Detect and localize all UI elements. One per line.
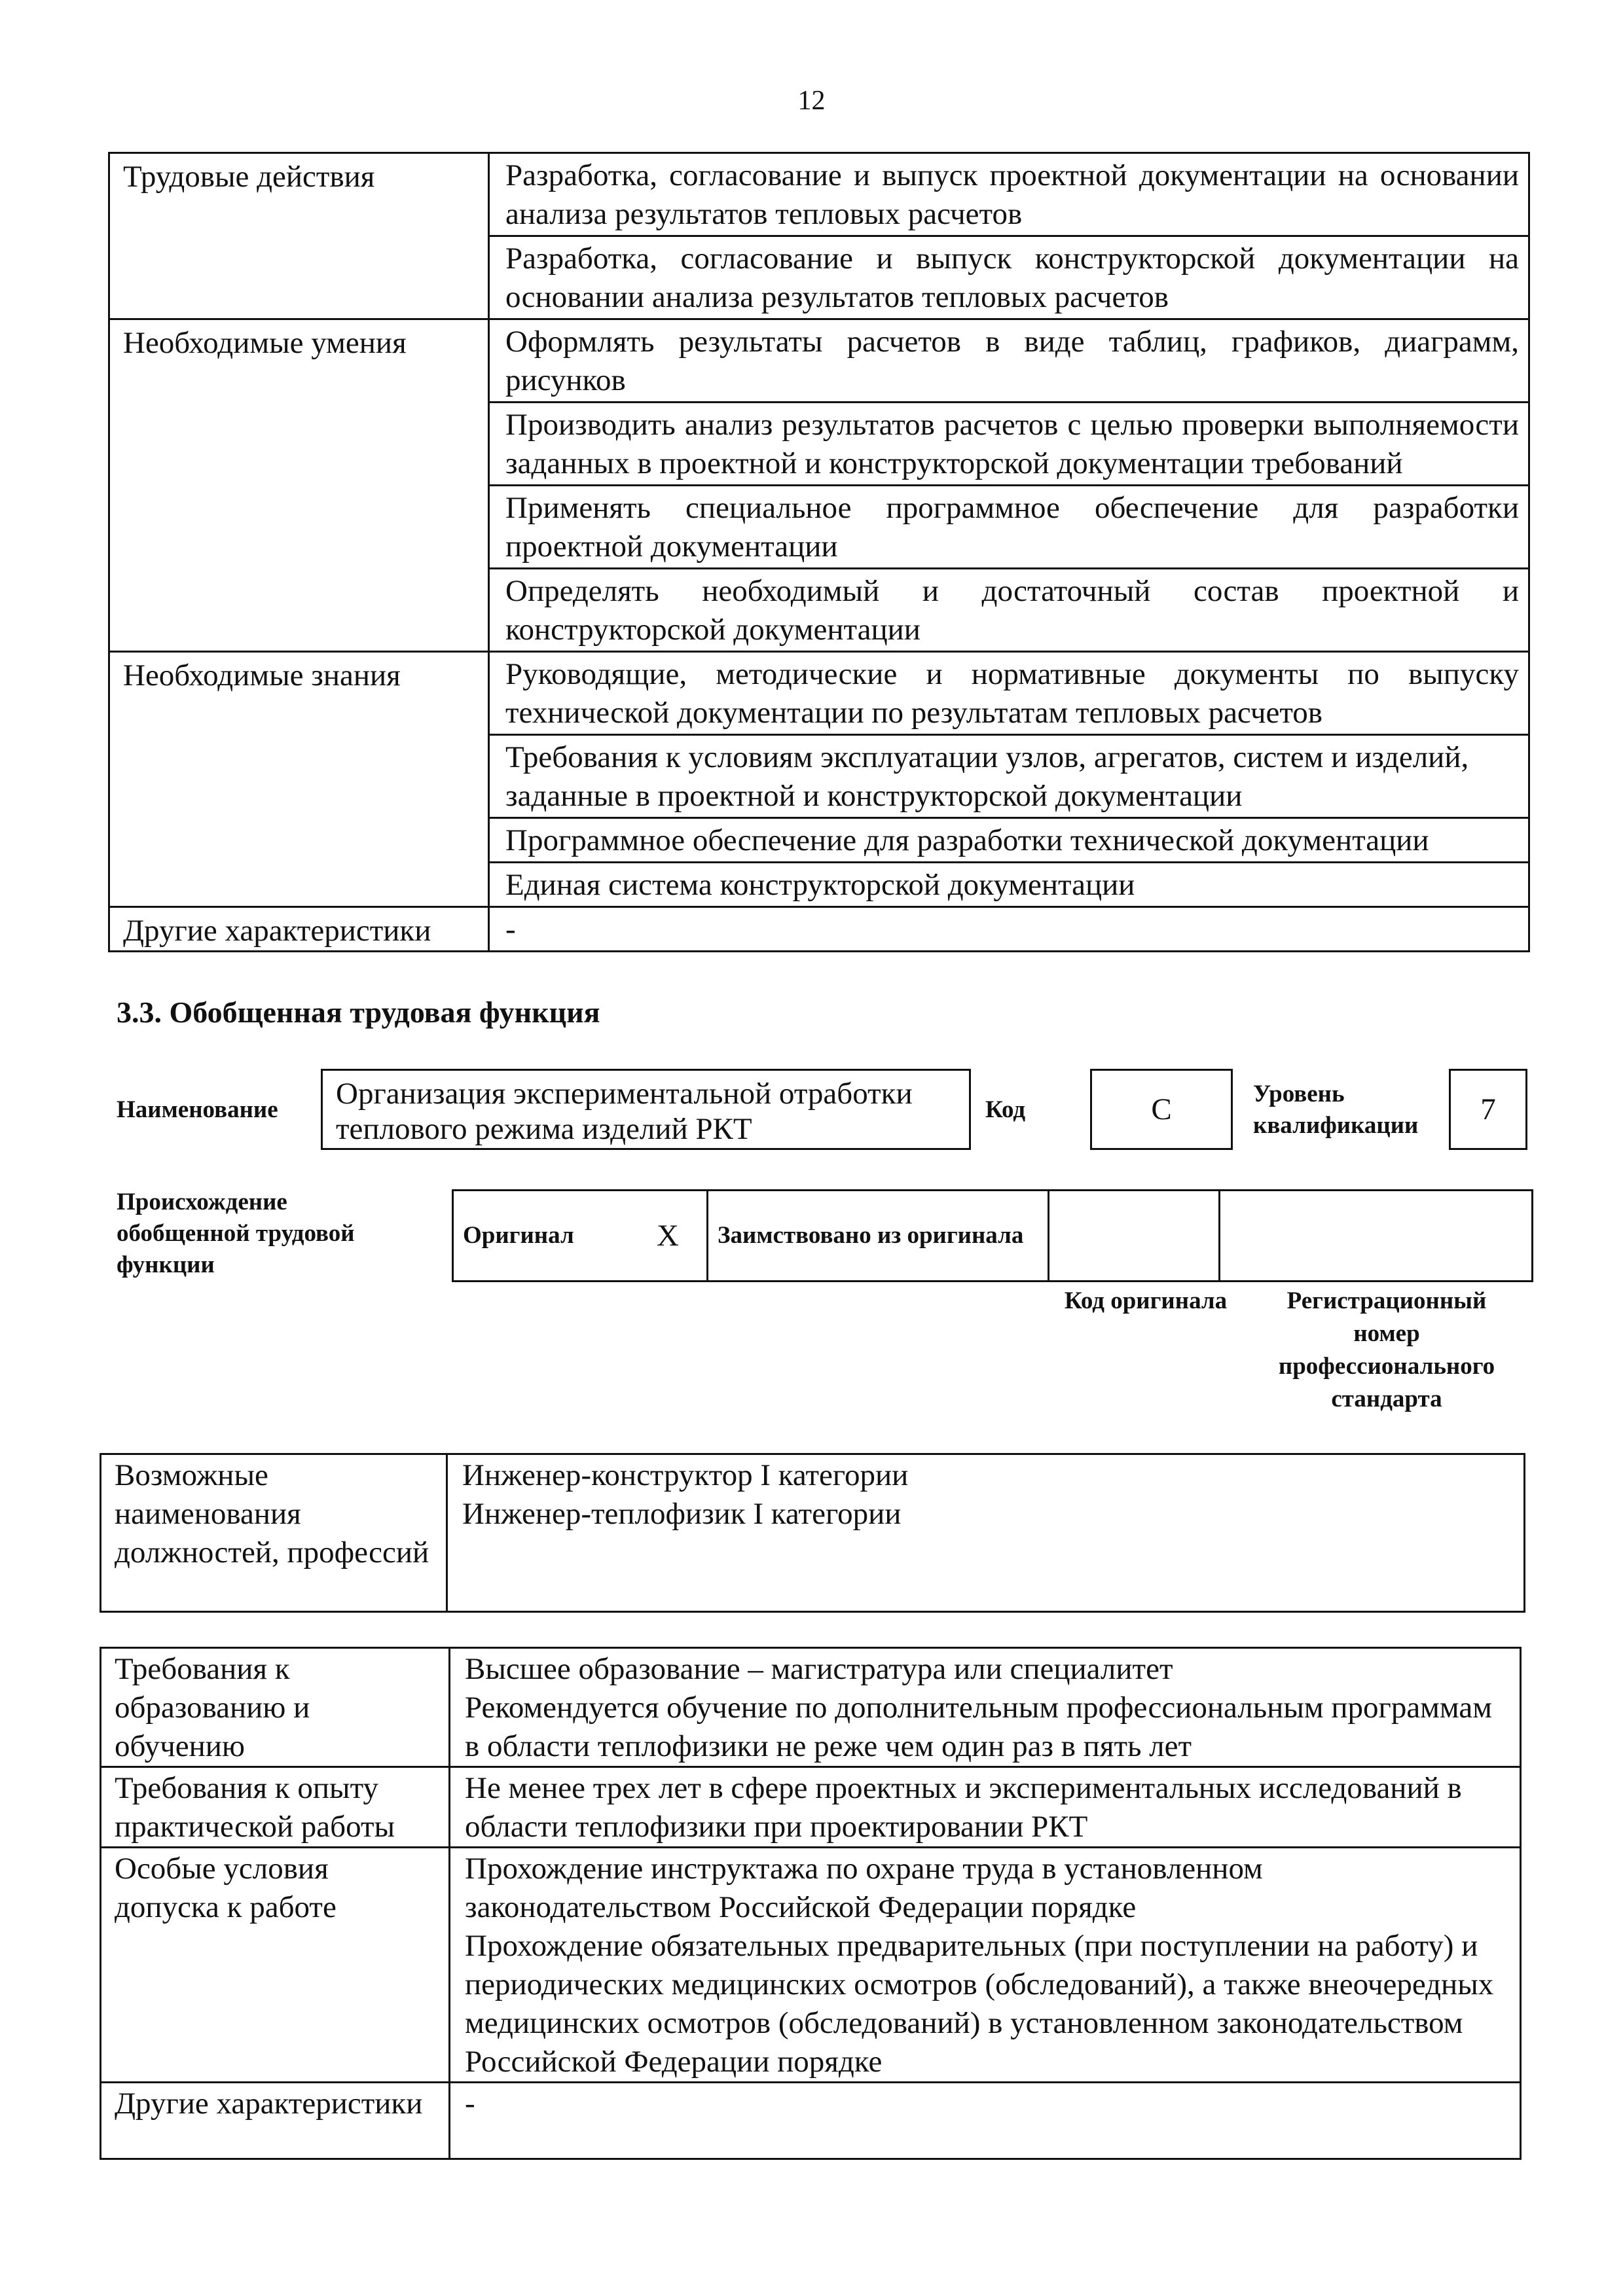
row-label-required-knowledge: Необходимые знания <box>109 652 489 907</box>
qualification-level-label <box>1253 1079 1418 1141</box>
required-skill-4: Определять необходимый и достаточный состав проектной и конструкторской документации <box>489 569 1529 652</box>
name-label: Наименование <box>117 1096 278 1123</box>
required-knowledge-1: Руководящие, методические и нормативные документы по выпуску технической документации по результатам тепловых расчетов <box>489 652 1529 735</box>
required-skill-1: Оформлять результаты расчетов в виде таблиц, графиков, диаграмм, рисунков <box>489 319 1529 403</box>
required-knowledge-4: Единая система конструкторской документации <box>489 863 1529 907</box>
required-knowledge-2: Требования к условиям эксплуатации узлов, агрегатов, систем и изделий, заданные в проектной и конструкторской документации <box>489 735 1529 818</box>
row-label-other-characteristics: Другие характеристики <box>101 2083 450 2159</box>
registration-number-cell <box>1220 1191 1533 1282</box>
table-row <box>101 1648 1521 1767</box>
positions-table <box>100 1453 1525 1613</box>
borrowed-label: Заимствовано из оригинала <box>708 1191 1049 1282</box>
position-2: Инженер-теплофизик I категории <box>462 1497 902 1531</box>
labor-action-1: Разработка, согласование и выпуск проектной документации на основании анализа результатов тепловых расчетов <box>489 153 1529 236</box>
other-characteristics-value: - <box>489 907 1529 952</box>
table-row <box>101 1848 1521 2083</box>
experience-value: Не менее трех лет в сфере проектных и экспериментальных исследований в области теплофизики при проектировании РКТ <box>450 1767 1521 1848</box>
required-skill-3: Применять специальное программное обеспечение для разработки проектной документации <box>489 486 1529 569</box>
positions-value <box>447 1454 1525 1612</box>
code-value: C <box>1151 1092 1172 1126</box>
qualification-level-label-line1: Уровень <box>1253 1081 1345 1107</box>
other-characteristics-value: - <box>450 2083 1521 2159</box>
row-label-experience: Требования к опыту практической работы <box>101 1767 450 1848</box>
row-label-admission-conditions: Особые условия допуска к работе <box>101 1848 450 2083</box>
caption-original-code: Код оригинала <box>1064 1287 1228 1314</box>
education-line-2: Рекомендуется обучение по дополнительным профессиональным программам в области теплофизики не реже чем один раз в пять лет <box>465 1691 1492 1763</box>
education-line-1: Высшее образование – магистратура или специалитет <box>465 1652 1173 1686</box>
code-label: Код <box>985 1096 1026 1123</box>
function-name-box <box>321 1069 971 1150</box>
origin-label: Происхождение обобщенной трудовой функции <box>117 1189 355 1278</box>
table-row <box>101 2083 1521 2159</box>
admission-condition-1: Прохождение инструктажа по охране труда в установленном законодательством Российской Федерации порядке <box>465 1852 1263 1924</box>
admission-conditions-value <box>450 1848 1521 2083</box>
table-row <box>109 652 1529 735</box>
original-label: Оригинал <box>453 1191 630 1282</box>
labor-function-details-table <box>108 152 1530 952</box>
section-title: 3.3. Обобщенная трудовая функция <box>117 996 600 1029</box>
origin-table <box>452 1189 1533 1282</box>
row-label-education: Требования к образованию и обучению <box>101 1648 450 1767</box>
code-box <box>1090 1069 1233 1150</box>
row-label-labor-actions: Трудовые действия <box>109 153 489 319</box>
qualification-level-label-line2: квалификации <box>1253 1112 1419 1139</box>
caption-registration-number: Регистрационный номер профессионального стандарта <box>1278 1287 1495 1412</box>
row-label-positions: Возможные наименования должностей, профессий <box>101 1454 447 1612</box>
table-row <box>109 319 1529 403</box>
admission-condition-2: Прохождение обязательных предварительных (при поступлении на работу) и периодических медицинских осмотров (обследований), а также внеочередных медицинских осмотров (обследований) в установленном законодательством Российской Федерации порядке <box>465 1929 1494 2079</box>
education-value <box>450 1648 1521 1767</box>
row-label-other-characteristics: Другие характеристики <box>109 907 489 952</box>
table-row <box>453 1191 1533 1282</box>
table-row <box>109 153 1529 236</box>
table-row <box>101 1454 1525 1612</box>
requirements-table <box>100 1647 1522 2160</box>
required-knowledge-3: Программное обеспечение для разработки технической документации <box>489 818 1529 863</box>
qualification-level-box <box>1449 1069 1527 1150</box>
page-number: 12 <box>797 86 826 116</box>
required-skill-2: Производить анализ результатов расчетов с целью проверки выполняемости заданных в проектной и конструкторской документации требований <box>489 403 1529 486</box>
labor-action-2: Разработка, согласование и выпуск конструкторской документации на основании анализа результатов тепловых расчетов <box>489 236 1529 319</box>
original-mark: X <box>629 1191 708 1282</box>
position-1: Инженер-конструктор I категории <box>462 1458 909 1492</box>
table-row <box>101 1767 1521 1848</box>
function-name-value: Организация экспериментальной отработки теплового режима изделий РКТ <box>336 1077 913 1146</box>
row-label-required-skills: Необходимые умения <box>109 319 489 652</box>
qualification-level-value: 7 <box>1480 1092 1496 1126</box>
table-row <box>109 907 1529 952</box>
original-code-cell <box>1049 1191 1220 1282</box>
